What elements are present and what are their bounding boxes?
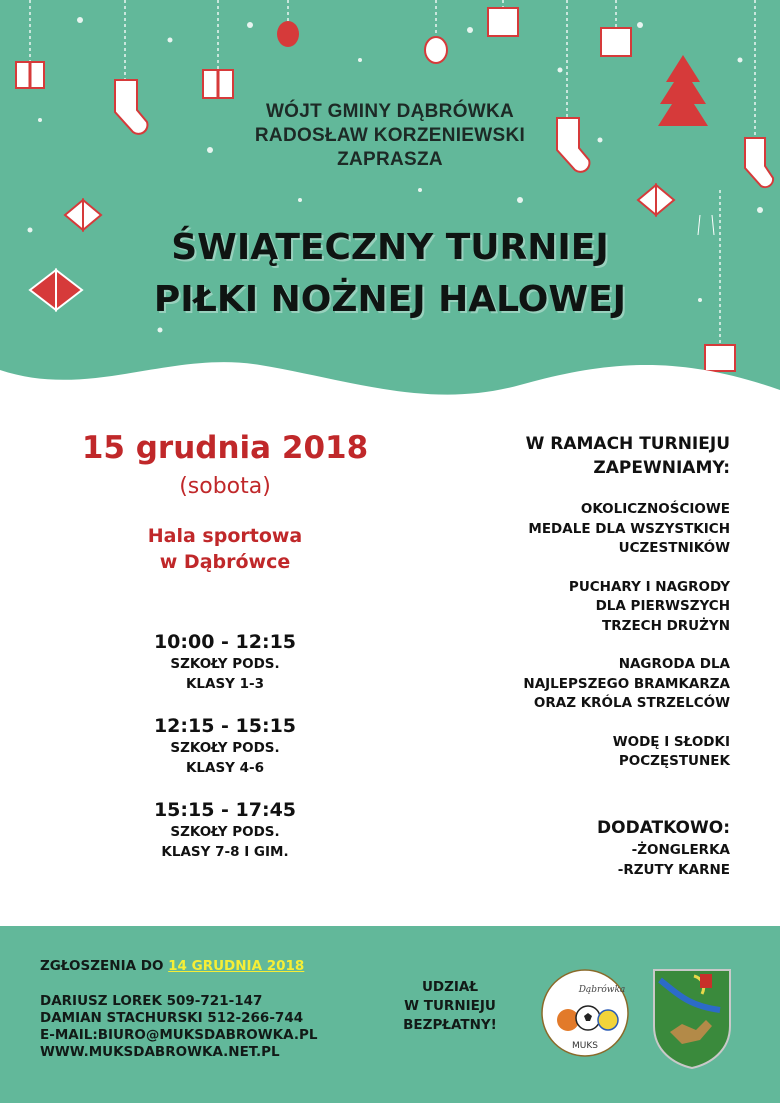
organizer-text (0, 100, 780, 172)
registration-label: ZGŁOSZENIA DO (40, 958, 169, 974)
benefit-item (440, 655, 730, 714)
contact-website: WWW.MUKSDABROWKA.NET.PL (40, 1044, 280, 1060)
ornament-icon (277, 21, 299, 47)
registration-date: 14 GRUDNIA 2018 (168, 958, 305, 974)
free-entry-line: BEZPŁATNY! (403, 1017, 497, 1033)
event-date: 15 grudnia 2018 (81, 430, 369, 466)
free-entry-line: W TURNIEJU (404, 998, 496, 1014)
free-entry-line: UDZIAŁ (421, 979, 479, 995)
free-entry-note (380, 978, 520, 1035)
event-weekday: (sobota) (179, 474, 271, 499)
venue-line: w Dąbrówce (159, 551, 291, 573)
title-line: PIŁKI NOŻNEJ HALOWEJ (153, 279, 627, 320)
slot-desc: KLASY 1-3 (185, 676, 265, 692)
club-logo-top: Dąbrówka (578, 985, 626, 995)
slot-time: 15:15 - 17:45 (153, 799, 297, 821)
contact-info (40, 993, 317, 1061)
contact-email: E-MAIL:BIURO@MUKSDABROWKA.PL (40, 1027, 318, 1043)
volleyball-icon (598, 1010, 618, 1030)
benefit-line: WODĘ I SŁODKI (612, 733, 730, 750)
schedule-slot (40, 630, 410, 694)
benefit-line: NAGRODA DLA (618, 656, 730, 672)
schedule (40, 630, 410, 882)
slot-desc: SZKOŁY PODS. (170, 740, 280, 756)
extras-section (440, 816, 730, 880)
benefit-line: DLA PIERWSZYCH (595, 598, 730, 614)
club-logo-bottom: MUKS (572, 1041, 598, 1051)
benefit-item (440, 578, 730, 637)
contact-line: DARIUSZ LOREK 509-721-147 (40, 993, 263, 1009)
event-venue (40, 523, 410, 575)
schedule-slot (40, 798, 410, 862)
slot-time: 10:00 - 12:15 (153, 631, 297, 653)
benefit-line: PUCHARY I NAGRODY (568, 578, 730, 595)
benefit-line: POCZĘSTUNEK (618, 753, 730, 769)
extras-item: -RZUTY KARNE (617, 862, 730, 878)
slot-time: 12:15 - 15:15 (153, 715, 297, 737)
benefit-line: TRZECH DRUŻYN (602, 617, 730, 634)
gift-icon (488, 8, 518, 36)
contact-line: DAMIAN STACHURSKI 512-266-744 (40, 1010, 304, 1026)
extras-heading: DODATKOWO: (597, 818, 730, 838)
registration-deadline (40, 958, 304, 974)
slot-desc: KLASY 7-8 I GIM. (161, 844, 289, 860)
club-logo (540, 968, 630, 1058)
slot-desc: SZKOŁY PODS. (170, 824, 280, 840)
slot-desc: SZKOŁY PODS. (170, 656, 280, 672)
benefit-line: MEDALE DLA WSZYSTKICH (528, 520, 730, 537)
organizer-line: RADOSŁAW KORZENIEWSKI (254, 125, 526, 146)
benefit-item (440, 733, 730, 772)
schedule-slot (40, 714, 410, 778)
benefits-heading-line: ZAPEWNIAMY: (593, 458, 730, 478)
venue-line: Hala sportowa (147, 525, 303, 547)
municipality-crest (650, 966, 734, 1070)
organizer-line: WÓJT GMINY DĄBRÓWKA (265, 101, 515, 122)
benefit-line: OKOLICZNOŚCIOWE (580, 501, 730, 517)
extras-item: -ŻONGLERKA (631, 842, 730, 858)
benefit-line: ORAZ KRÓLA STRZELCÓW (533, 695, 730, 711)
ornament-icon (425, 37, 447, 63)
benefit-item (440, 500, 730, 559)
organizer-line: ZAPRASZA (337, 149, 443, 170)
gift-icon (601, 28, 631, 56)
benefits-heading-line: W RAMACH TURNIEJU (525, 434, 730, 454)
title-line: ŚWIĄTECZNY TURNIEJ (171, 227, 609, 268)
benefit-line: UCZESTNIKÓW (618, 540, 730, 556)
benefits-heading (440, 432, 730, 480)
slot-desc: KLASY 4-6 (185, 760, 265, 776)
benefit-line: NAJLEPSZEGO BRAMKARZA (523, 675, 730, 692)
event-title (0, 222, 780, 326)
benefits-section (440, 432, 730, 791)
